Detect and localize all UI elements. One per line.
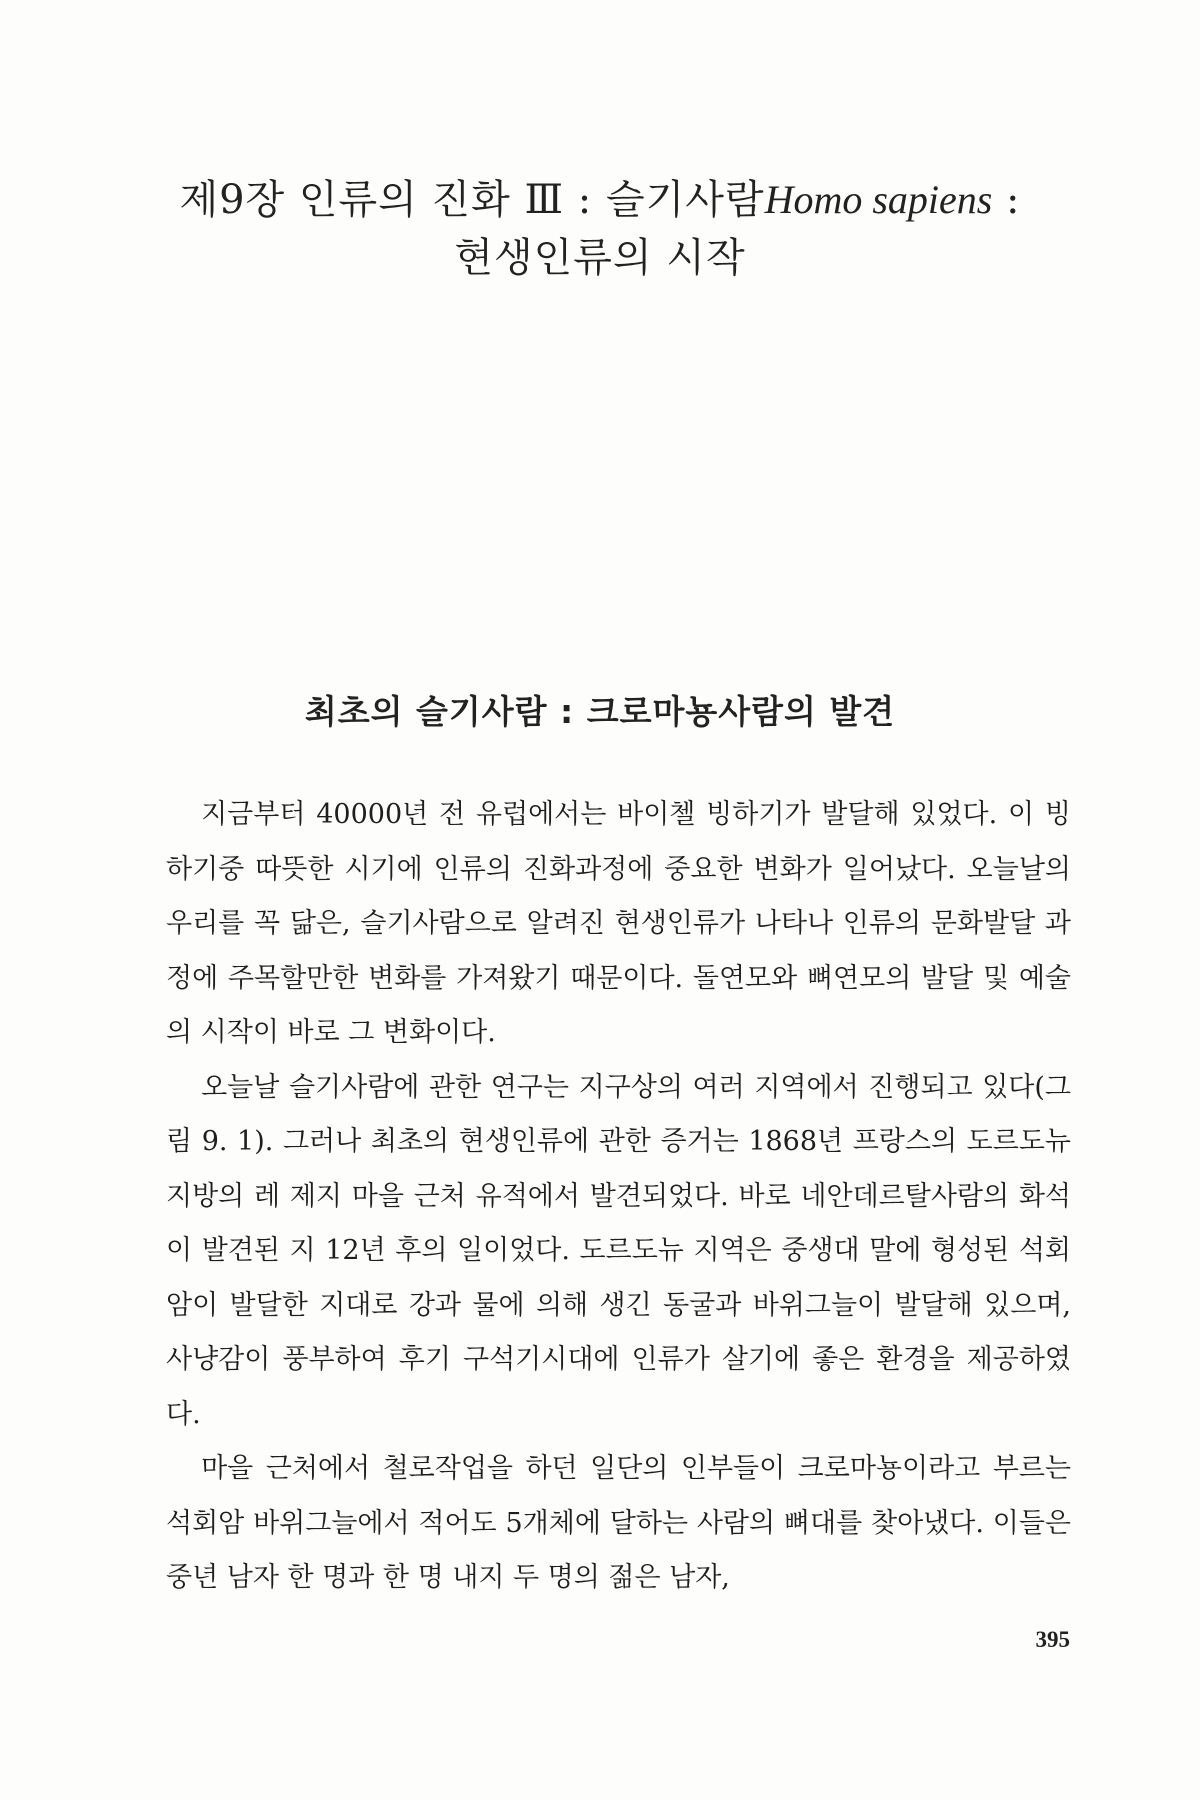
- paragraph-2: 오늘날 슬기사람에 관한 연구는 지구상의 여러 지역에서 진행되고 있다(그림 9. 1). 그러나 최초의 현생인류에 관한 증거는 1868년 프랑스의 도르도뉴 지방의 레 제지 마을 근처 유적에서 발견되었다. 바로 네안데르탈사람의 화석이 발견된 지 12년 후의 일이었다. 도르도뉴 지역은 중생대 말에 형성된 석회암이 발달한 지대로 강과 물에 의해 생긴 동굴과 바위그늘이 발달해 있으며, 사냥감이 풍부하여 후기 구석기시대에 인류가 살기에 좋은 환경을 제공하였다.: [166, 1071, 1071, 1430]
- chapter-title-line1: [100, 168, 1100, 232]
- chapter-subtitle: 현생인류의 시작: [454, 235, 746, 281]
- section-heading: 최초의 슬기사람 : 크로마뇽사람의 발견: [304, 692, 896, 731]
- page-number: 395: [1035, 1627, 1070, 1652]
- paragraph-3: 마을 근처에서 철로작업을 하던 일단의 인부들이 크로마뇽이라고 부르는 석회암 바위그늘에서 적어도 5개체에 달하는 사람의 뼈대를 찾아냈다. 이들은 중년 남자 한 명과 한 명 내지 두 명의 젊은 남자,: [166, 1453, 1071, 1593]
- chapter-title-latin: Homo sapiens: [764, 177, 993, 222]
- body-text: [166, 788, 1071, 1606]
- paragraph-1: 지금부터 40000년 전 유럽에서는 바이첼 빙하기가 발달해 있었다. 이 빙하기중 따뜻한 시기에 인류의 진화과정에 중요한 변화가 일어났다. 오늘날의 우리를 꼭 닮은, 슬기사람으로 알려진 현생인류가 나타나 인류의 문화발달 과정에 주목할만한 변화를 가져왔기 때문이다. 돌연모와 뼈연모의 발달 및 예술의 시작이 바로 그 변화이다.: [166, 799, 1071, 1048]
- chapter-title-suffix: :: [992, 177, 1021, 223]
- chapter-title-korean: 제9장 인류의 진화 Ⅲ : 슬기사람: [179, 177, 765, 223]
